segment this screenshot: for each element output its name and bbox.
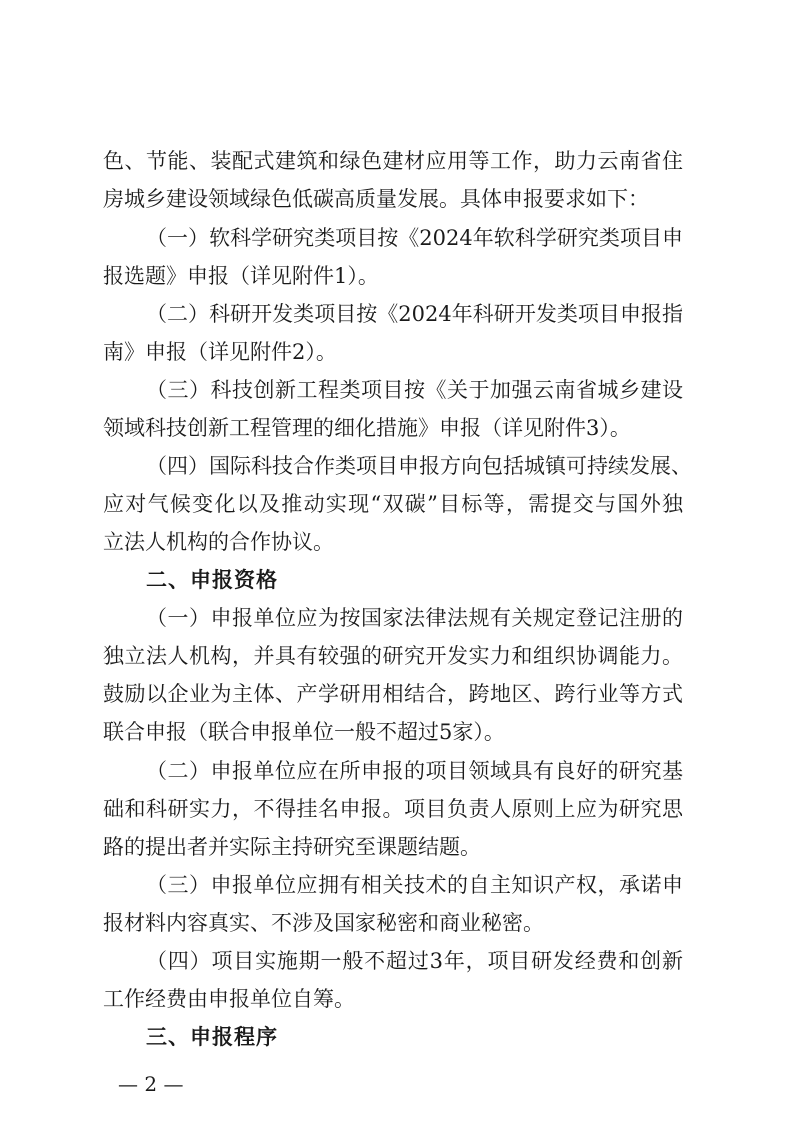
- body-text-line: （三）申报单位应拥有相关技术的自主知识产权，承诺申: [146, 873, 683, 897]
- body-text-line: 报材料内容真实、不涉及国家秘密和商业秘密。: [103, 911, 544, 935]
- body-text-line: （四）项目实施期一般不超过3年，项目研发经费和创新: [146, 949, 683, 973]
- body-text-line: 鼓励以企业为主体、产学研用相结合，跨地区、跨行业等方式: [103, 682, 683, 706]
- body-text-line: 报选题》申报（详见附件1）。: [103, 264, 379, 288]
- body-text-line: 应对气候变化以及推动实现“双碳”目标等，需提交与国外独: [103, 492, 683, 516]
- body-text-line: 础和科研实力，不得挂名申报。项目负责人原则上应为研究思: [103, 797, 683, 821]
- body-text-line: 南》申报（详见附件2）。: [103, 340, 337, 364]
- body-text-line: 工作经费由申报单位自筹。: [103, 987, 355, 1011]
- body-text-line: 路的提出者并实际主持研究至课题结题。: [103, 835, 481, 859]
- section-heading: 三、申报程序: [146, 1025, 278, 1049]
- body-text-line: 立法人机构的合作协议。: [103, 530, 334, 554]
- body-text-line: （一）申报单位应为按国家法律法规有关规定登记注册的: [146, 606, 683, 630]
- body-text-line: （三）科技创新工程类项目按《关于加强云南省城乡建设: [146, 378, 683, 402]
- body-text-line: 独立法人机构，并具有较强的研究开发实力和组织协调能力。: [103, 644, 683, 668]
- body-text-line: 房城乡建设领域绿色低碳高质量发展。具体申报要求如下：: [103, 187, 649, 211]
- body-text-line: （二）申报单位应在所申报的项目领域具有良好的研究基: [146, 759, 683, 783]
- body-text-line: （四）国际科技合作类项目申报方向包括城镇可持续发展、: [146, 454, 692, 478]
- page-number: — 2 —: [118, 1072, 184, 1096]
- body-text-line: （一）软科学研究类项目按《2024年软科学研究类项目申: [146, 226, 683, 250]
- section-heading: 二、申报资格: [146, 568, 278, 592]
- body-text-line: （二）科研开发类项目按《2024年科研开发类项目申报指: [146, 302, 683, 326]
- body-text-line: 领域科技创新工程管理的细化措施》申报（详见附件3）。: [103, 416, 631, 440]
- body-text-line: 色、节能、装配式建筑和绿色建材应用等工作，助力云南省住: [103, 149, 683, 173]
- body-text-line: 联合申报（联合申报单位一般不超过5家）。: [103, 720, 505, 744]
